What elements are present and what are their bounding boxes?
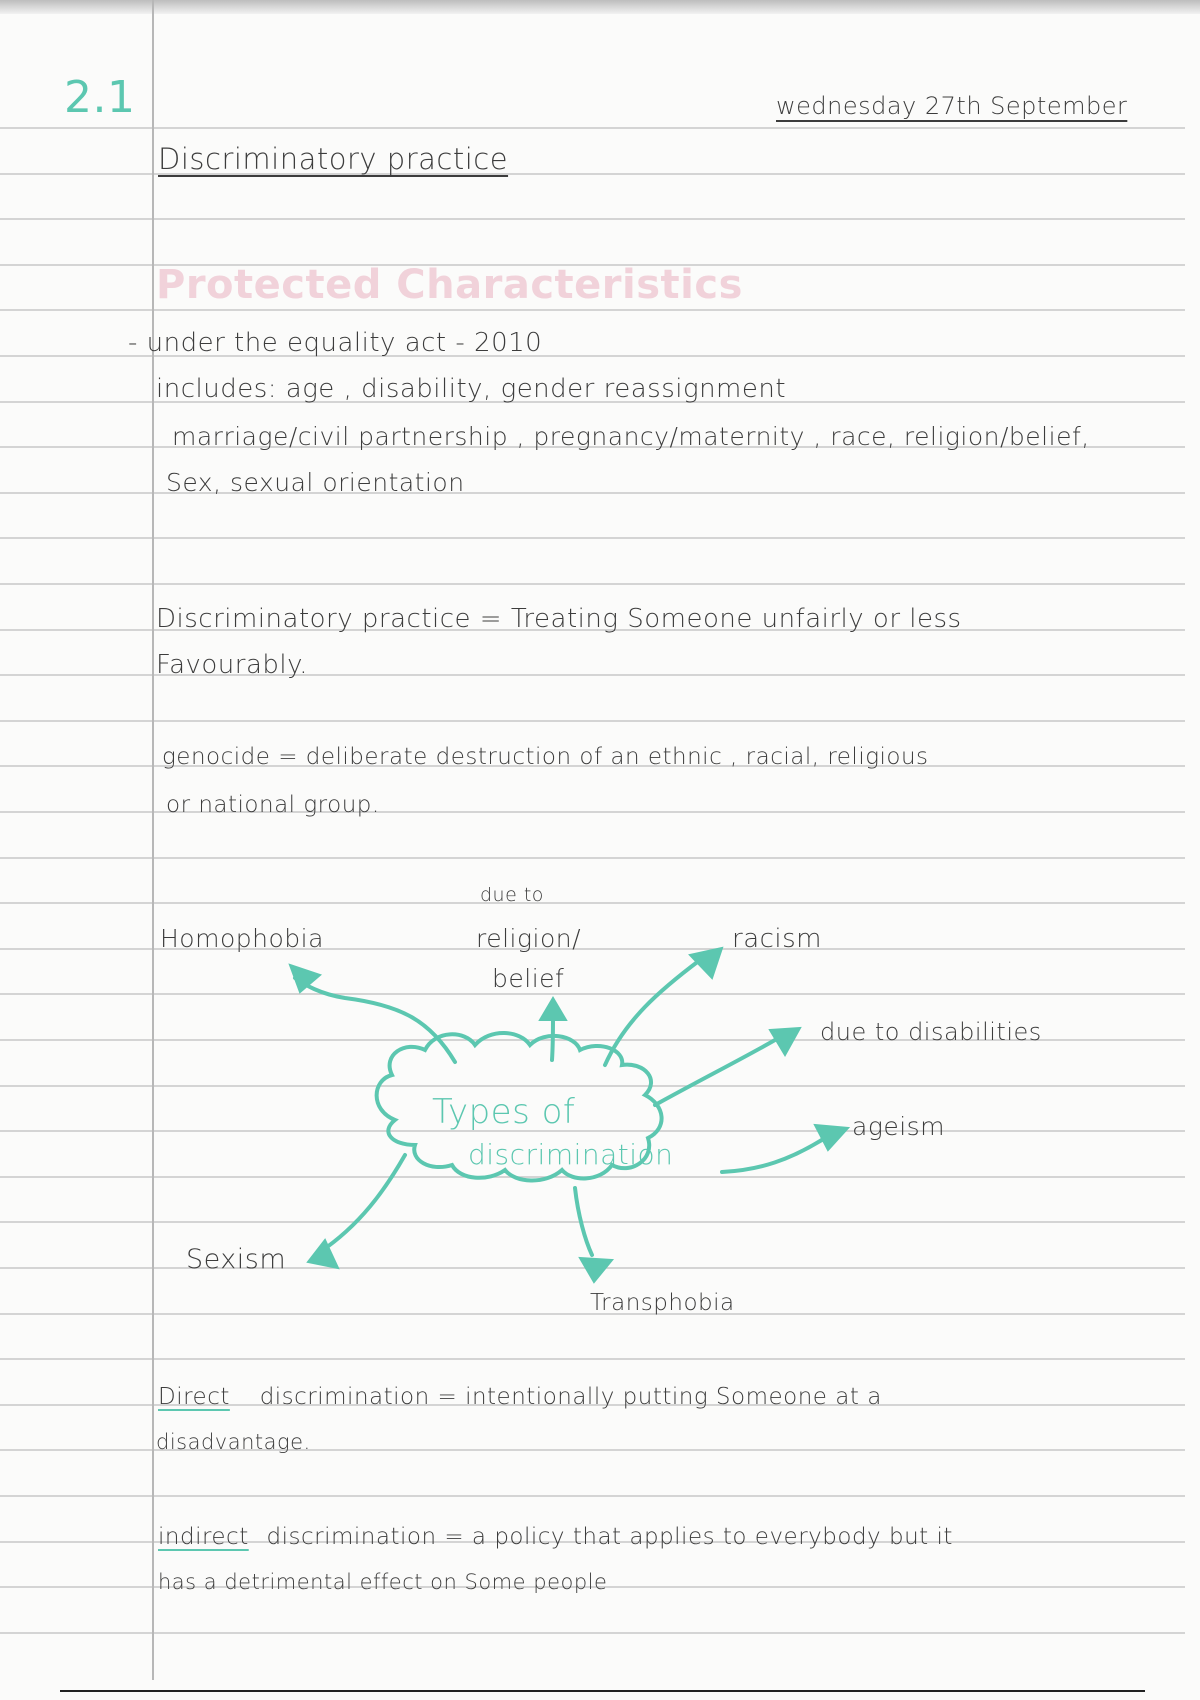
arrow-racism <box>605 960 700 1065</box>
mindmap-center-line2: discrimination <box>468 1138 674 1171</box>
indirect-discrimination-line2: has a detrimental effect on Some people <box>158 1570 608 1594</box>
direct-discrimination-line <box>158 1384 882 1410</box>
arrow-ageism <box>722 1138 825 1172</box>
direct-definition: discrimination = intentionally putting Someone at a <box>259 1384 882 1410</box>
node-transphobia: Transphobia <box>590 1290 735 1316</box>
arrowhead-religious <box>540 998 566 1020</box>
genocide-definition: genocide = deliberate destruction of an ethnic , racial, religious <box>162 744 929 770</box>
page-title: Discriminatory practice <box>158 142 509 176</box>
section-number: 2.1 <box>64 72 136 123</box>
node-religious-line1: religion/ <box>476 924 582 953</box>
arrow-homophobia <box>295 978 455 1062</box>
direct-discrimination-line2: disadvantage. <box>156 1430 311 1454</box>
node-homophobia: Homophobia <box>160 924 324 953</box>
arrowhead-ageism <box>815 1125 848 1150</box>
node-disabilities: due to disabilities <box>820 1018 1042 1046</box>
indirect-definition: discrimination = a policy that applies to everybody but it <box>266 1524 953 1550</box>
node-sexism: Sexism <box>186 1244 287 1275</box>
indirect-term: indirect <box>158 1524 249 1550</box>
genocide-definition-cont: or national group. <box>166 792 380 818</box>
node-racism: racism <box>732 924 823 954</box>
discriminatory-practice-definition-cont: Favourably. <box>156 650 309 680</box>
arrow-transphobia <box>575 1188 592 1255</box>
arrowhead-transphobia <box>580 1258 612 1282</box>
direct-term: Direct <box>158 1384 230 1410</box>
node-religious-prefix: due to <box>480 884 544 906</box>
mindmap-center-line1: Types of <box>432 1092 576 1132</box>
equality-act-line: - under the equality act - 2010 <box>128 328 543 358</box>
arrow-religious <box>552 1015 553 1060</box>
faded-heading: Protected Characteristics <box>156 262 743 308</box>
orientation-line: Sex, sexual orientation <box>166 468 465 497</box>
page-date: wednesday 27th September <box>776 92 1128 120</box>
includes-line: includes: age , disability, gender reassignment <box>156 374 787 404</box>
indirect-discrimination-line <box>158 1524 953 1550</box>
discriminatory-practice-definition: Discriminatory practice = Treating Someone unfairly or less <box>156 604 962 634</box>
characteristics-line: marriage/civil partnership , pregnancy/maternity , race, religion/belief, <box>172 422 1090 451</box>
arrow-sexism <box>320 1155 405 1252</box>
bottom-border <box>60 1690 1145 1692</box>
node-religious-line2: belief <box>492 964 565 993</box>
node-ageism: ageism <box>852 1112 946 1141</box>
arrow-disabilities <box>655 1040 775 1105</box>
